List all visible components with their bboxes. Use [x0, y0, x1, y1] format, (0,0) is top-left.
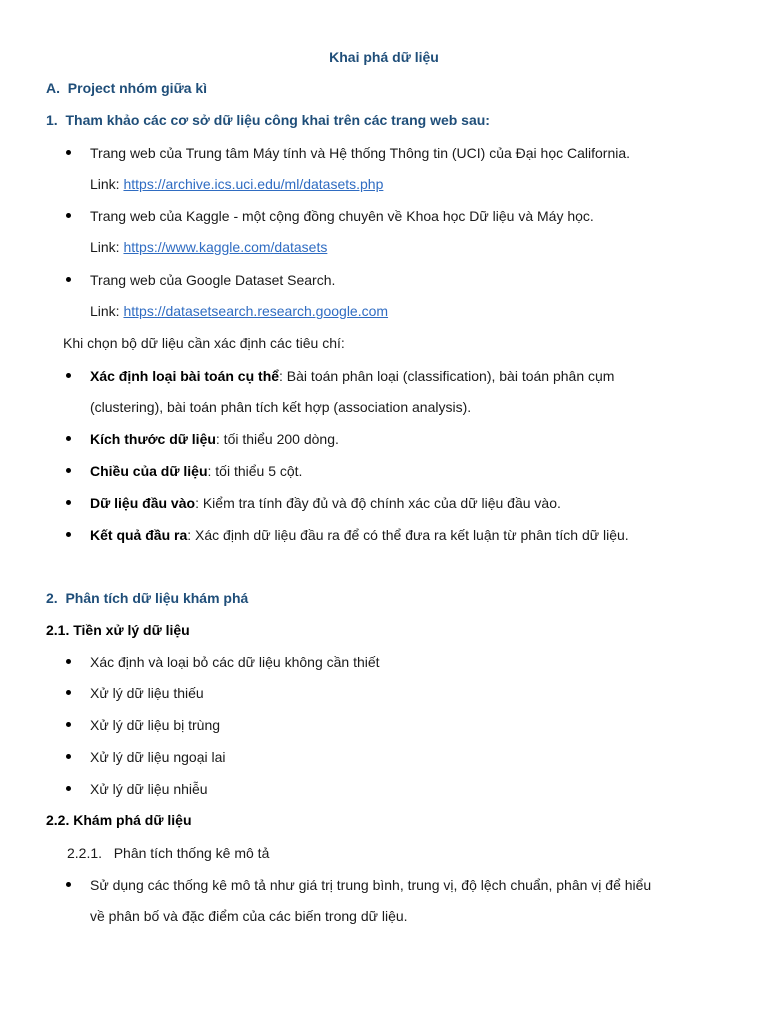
criteria-item-continuation: (clustering), bài toán phân tích kết hợp (association analysis).: [90, 399, 472, 415]
section-a-title: Project nhóm giữa kì: [67, 80, 208, 96]
criteria-text: : tối thiểu 200 dòng.: [215, 431, 339, 447]
criteria-term: Kích thước dữ liệu: [90, 431, 216, 447]
section-a-number: A.: [46, 80, 60, 96]
preprocess-item: Xử lý dữ liệu thiếu: [90, 685, 204, 701]
source-link-row-kaggle: [90, 237, 327, 257]
section-2-heading: [46, 588, 248, 608]
page-title: Khai phá dữ liệu: [329, 49, 439, 65]
preprocess-item: Xử lý dữ liệu ngoại lai: [90, 749, 226, 765]
uci-link[interactable]: https://archive.ics.uci.edu/ml/datasets.php: [123, 176, 384, 192]
criteria-term: Xác định loại bài toán cụ thể: [90, 368, 280, 384]
criteria-text: : Kiểm tra tính đầy đủ và độ chính xác của dữ liệu đầu vào.: [195, 495, 561, 511]
kaggle-link[interactable]: https://www.kaggle.com/datasets: [123, 239, 328, 255]
subsection-2-1-heading: 2.1. Tiền xử lý dữ liệu: [46, 622, 190, 638]
section-1-number: 1.: [46, 112, 58, 128]
subsection-2-2-1-title: Phân tích thống kê mô tả: [113, 845, 270, 861]
link-label: Link:: [90, 176, 124, 192]
subsection-2-2-heading: 2.2. Khám phá dữ liệu: [46, 812, 192, 828]
criteria-term: Kết quả đầu ra: [90, 527, 188, 543]
section-2-title: Phân tích dữ liệu khám phá: [65, 590, 249, 606]
source-link-row-uci: [90, 174, 383, 194]
section-1-heading: [46, 110, 490, 130]
criteria-item: [90, 366, 614, 386]
section-1-title: Tham khảo các cơ sở dữ liệu công khai trên các trang web sau:: [65, 112, 490, 128]
google-dataset-link[interactable]: https://datasetsearch.research.google.com: [123, 303, 389, 319]
preprocess-item: Xác định và loại bỏ các dữ liệu không cần thiết: [90, 654, 380, 670]
preprocess-item: Xử lý dữ liệu nhiễu: [90, 781, 208, 797]
source-link-row-google: [90, 301, 388, 321]
section-2-number: 2.: [46, 590, 58, 606]
source-item-uci: Trang web của Trung tâm Máy tính và Hệ thống Thông tin (UCI) của Đại học California.: [90, 145, 631, 161]
source-item-kaggle: Trang web của Kaggle - một cộng đồng chuyên về Khoa học Dữ liệu và Máy học.: [90, 208, 594, 224]
subsection-2-2-1-number: 2.2.1.: [67, 845, 103, 861]
criteria-text: : Xác định dữ liệu đầu ra để có thể đưa ra kết luận từ phân tích dữ liệu.: [187, 527, 629, 543]
source-item-google: Trang web của Google Dataset Search.: [90, 272, 336, 288]
descriptive-stats-item-continuation: về phân bố và đặc điểm của các biến trong dữ liệu.: [90, 908, 408, 924]
criteria-term: Chiều của dữ liệu: [90, 463, 208, 479]
link-label: Link:: [90, 239, 124, 255]
criteria-term: Dữ liệu đầu vào: [90, 495, 196, 511]
section-a-heading: [46, 78, 207, 98]
criteria-item: [90, 525, 629, 545]
criteria-text: : tối thiểu 5 cột.: [207, 463, 303, 479]
subsection-2-2-1-heading: [67, 843, 269, 863]
descriptive-stats-item: Sử dụng các thống kê mô tả như giá trị trung bình, trung vị, độ lệch chuẩn, phân vị để hiểu: [90, 877, 652, 893]
criteria-text: : Bài toán phân loại (classification), bài toán phân cụm: [279, 368, 615, 384]
criteria-item: [90, 493, 561, 513]
criteria-intro: Khi chọn bộ dữ liệu cần xác định các tiêu chí:: [63, 335, 345, 351]
link-label: Link:: [90, 303, 124, 319]
criteria-item: [90, 461, 302, 481]
criteria-item: [90, 429, 339, 449]
preprocess-item: Xử lý dữ liệu bị trùng: [90, 717, 221, 733]
